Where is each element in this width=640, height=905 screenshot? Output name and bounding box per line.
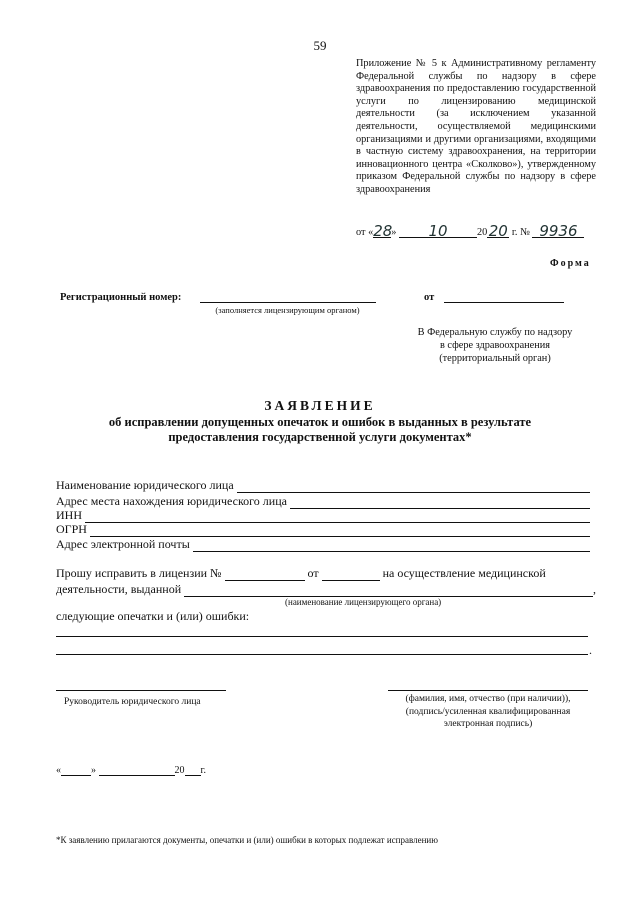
- page-number: 59: [313, 38, 327, 53]
- legal-entity-name-field[interactable]: [56, 478, 590, 493]
- inn-label: ИНН: [56, 508, 82, 522]
- addressee-line1: В Федеральную службу по надзору: [417, 327, 573, 338]
- inn-field[interactable]: [56, 508, 590, 523]
- request-suffix: на осуществление медицинской: [382, 566, 546, 580]
- errors-period: .: [589, 643, 592, 657]
- date-year-field[interactable]: [185, 764, 201, 776]
- document-subtitle: об исправлении допущенных опечаток и ошибок в выданных в результате предоставления государственной услуги документах*: [108, 415, 532, 444]
- order-reference: [356, 222, 601, 238]
- registration-label: Регистрационный номер:: [60, 292, 182, 303]
- licensor-comma: ,: [593, 582, 596, 596]
- date-suffix: г.: [200, 765, 206, 776]
- signature-caption-line2: (подпись/усиленная квалифицированная: [405, 706, 571, 717]
- addressee: [400, 326, 590, 365]
- head-label: Руководитель юридического лица: [64, 697, 201, 707]
- registration-date-field[interactable]: [444, 302, 564, 303]
- licensor-note: (наименование лицензирующего органа): [285, 597, 442, 607]
- errors-field-line1[interactable]: [56, 636, 588, 637]
- registration-note: (заполняется лицензирующим органом): [215, 305, 360, 315]
- date-close: »: [91, 765, 96, 776]
- order-number: 9936: [532, 222, 584, 238]
- registration-date-label: от: [424, 292, 435, 303]
- legal-address-label: Адрес места нахождения юридического лица: [56, 494, 287, 508]
- signature-line[interactable]: [388, 690, 588, 691]
- addressee-line2: в сфере здравоохранения: [439, 340, 551, 351]
- order-sep: »: [391, 227, 397, 238]
- date-day-field[interactable]: [61, 764, 91, 776]
- errors-field-line2[interactable]: [56, 654, 588, 655]
- registration-number-field[interactable]: [200, 302, 376, 303]
- request-from: от: [307, 566, 319, 580]
- order-mid: г. №: [509, 227, 530, 238]
- date-year-prefix: 20: [174, 765, 185, 776]
- signature-caption: [388, 693, 588, 731]
- licensor-label: деятельности, выданной: [56, 582, 182, 596]
- order-year: 20: [488, 222, 508, 240]
- appendix-note: [356, 58, 596, 197]
- errors-label: следующие опечатки и (или) ошибки:: [56, 609, 250, 623]
- ogrn-label: ОГРН: [56, 522, 87, 536]
- license-number-field[interactable]: [225, 567, 305, 581]
- appendix-text: Приложение № 5 к Административному регламенту Федеральной службы по надзору в сфере здравоохранения по предоставлению государственной услуги по лицензированию медицинской деятельности (за исключением указанной деятельности, осуществляемой медицинскими организациями и другими организациями, входящими в частную систему здравоохранения, на территории инновационного центра «Сколково»), утвержденному приказом Федеральной службы по надзору в сфере здравоохранения: [356, 58, 596, 195]
- order-year-prefix: 20: [476, 227, 488, 238]
- signature-caption-line3: электронная подпись): [443, 719, 533, 729]
- legal-address-field[interactable]: [56, 494, 590, 509]
- order-prefix: от «: [356, 227, 374, 238]
- signature-caption-line1: (фамилия, имя, отчество (при наличии)),: [405, 694, 571, 704]
- addressee-line3: (территориальный орган): [439, 353, 551, 364]
- date-line: [56, 764, 206, 776]
- date-month-field[interactable]: [99, 764, 175, 776]
- request-line: [56, 566, 596, 581]
- request-prefix: Прошу исправить в лицензии №: [56, 566, 222, 580]
- legal-entity-name-label: Наименование юридического лица: [56, 478, 234, 492]
- footnote: *К заявлению прилагаются документы, опечатки и (или) ошибки в которых подлежат исправлению: [56, 835, 438, 845]
- email-field[interactable]: [56, 537, 590, 552]
- ogrn-field[interactable]: [56, 522, 590, 537]
- date-open: «: [56, 765, 61, 776]
- order-day: 28: [373, 222, 393, 240]
- order-month: 10: [399, 222, 477, 238]
- licensor-line[interactable]: [56, 582, 596, 597]
- head-signature-line[interactable]: [56, 690, 226, 691]
- email-label: Адрес электронной почты: [56, 537, 190, 551]
- form-label: Форма: [550, 258, 591, 269]
- license-date-field[interactable]: [322, 567, 380, 581]
- document-title: ЗАЯВЛЕНИЕ: [264, 398, 376, 413]
